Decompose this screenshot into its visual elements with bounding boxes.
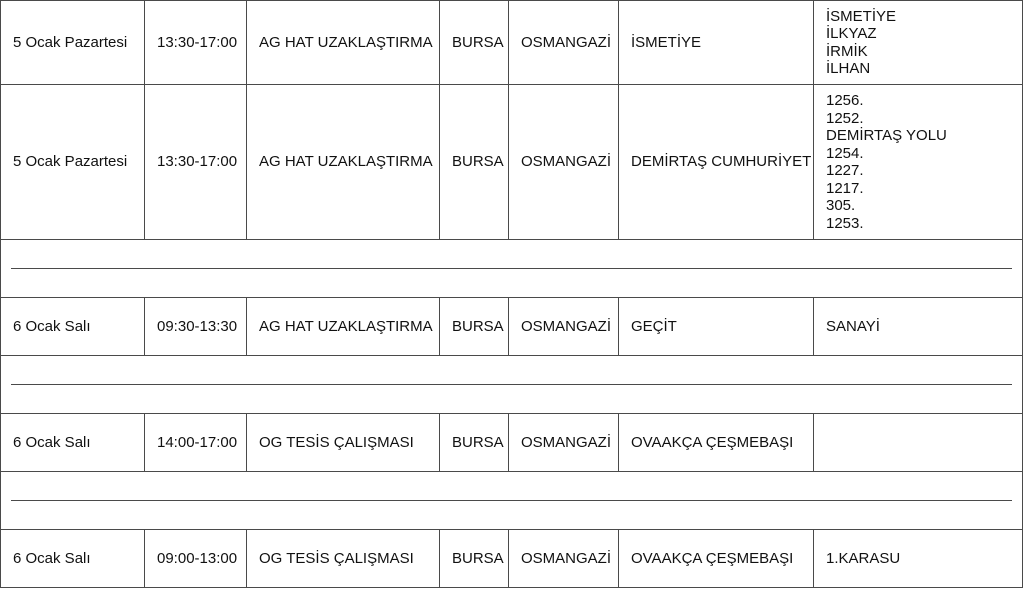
table-row	[1, 414, 1023, 472]
city-cell: BURSA	[440, 414, 509, 472]
street-name: 1.KARASU	[826, 549, 901, 567]
table-row	[1, 85, 1023, 240]
work-type-cell: OG TESİS ÇALIŞMASI	[247, 414, 440, 472]
date-cell: 5 Ocak Pazartesi	[1, 1, 145, 85]
work-type-cell: AG HAT UZAKLAŞTIRMA	[247, 298, 440, 356]
table-row	[1, 530, 1023, 588]
district-cell: OSMANGAZİ	[509, 414, 619, 472]
district-cell: OSMANGAZİ	[509, 85, 619, 240]
table-row	[1, 298, 1023, 356]
date-cell: 6 Ocak Salı	[1, 414, 145, 472]
time-cell: 13:30-17:00	[145, 1, 247, 85]
street-name: İRMİK	[826, 42, 868, 60]
separator-row	[1, 356, 1023, 414]
streets-cell	[814, 1, 1023, 85]
time-cell: 09:00-13:00	[145, 530, 247, 588]
street-name: 1227.	[826, 162, 864, 179]
street-name: 1217.	[826, 179, 864, 197]
work-type-cell: OG TESİS ÇALIŞMASI	[247, 530, 440, 588]
time-cell: 09:30-13:30	[145, 298, 247, 356]
separator-row	[1, 472, 1023, 530]
street-name: İSMETİYE	[826, 7, 897, 25]
streets-cell	[814, 85, 1023, 240]
time-cell: 14:00-17:00	[145, 414, 247, 472]
street-name: İLKYAZ	[826, 25, 877, 42]
separator-row	[1, 240, 1023, 298]
district-cell: OSMANGAZİ	[509, 298, 619, 356]
work-type-cell: AG HAT UZAKLAŞTIRMA	[247, 85, 440, 240]
divider	[11, 500, 1012, 501]
street-name: 1254.	[826, 144, 864, 162]
neighborhood-cell: OVAAKÇA ÇEŞMEBAŞI	[619, 414, 814, 472]
streets-cell	[814, 298, 1023, 356]
street-name: 1253.	[826, 214, 864, 232]
divider	[11, 384, 1012, 385]
city-cell: BURSA	[440, 298, 509, 356]
date-cell: 6 Ocak Salı	[1, 530, 145, 588]
streets-cell	[814, 530, 1023, 588]
city-cell: BURSA	[440, 1, 509, 85]
street-name: 305.	[826, 197, 856, 214]
work-type-cell: AG HAT UZAKLAŞTIRMA	[247, 1, 440, 85]
streets-cell	[814, 414, 1023, 472]
table-row	[1, 1, 1023, 85]
separator-cell	[1, 240, 1023, 298]
neighborhood-cell: DEMİRTAŞ CUMHURİYET	[619, 85, 814, 240]
street-name: 1252.	[826, 109, 864, 127]
street-name: DEMİRTAŞ YOLU	[826, 127, 947, 144]
date-cell: 6 Ocak Salı	[1, 298, 145, 356]
neighborhood-cell: GEÇİT	[619, 298, 814, 356]
street-name: 1256.	[826, 92, 864, 109]
neighborhood-cell: İSMETİYE	[619, 1, 814, 85]
city-cell: BURSA	[440, 530, 509, 588]
district-cell: OSMANGAZİ	[509, 530, 619, 588]
time-cell: 13:30-17:00	[145, 85, 247, 240]
street-name: İLHAN	[826, 60, 871, 77]
separator-cell	[1, 472, 1023, 530]
street-name: SANAYİ	[826, 317, 880, 335]
date-cell: 5 Ocak Pazartesi	[1, 85, 145, 240]
separator-cell	[1, 356, 1023, 414]
district-cell: OSMANGAZİ	[509, 1, 619, 85]
neighborhood-cell: OVAAKÇA ÇEŞMEBAŞI	[619, 530, 814, 588]
divider	[11, 268, 1012, 269]
city-cell: BURSA	[440, 85, 509, 240]
